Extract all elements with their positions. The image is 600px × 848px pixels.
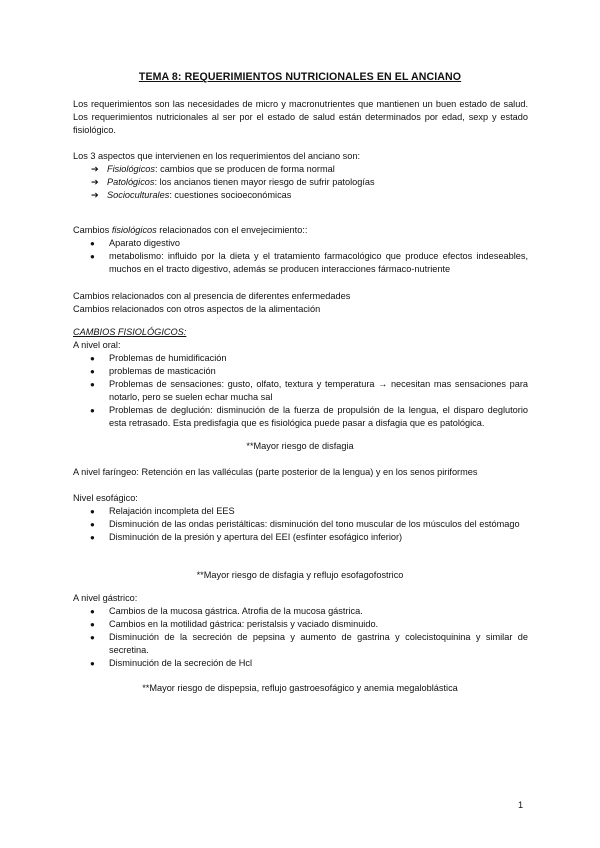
list-item (73, 618, 528, 631)
list-item (73, 378, 528, 404)
physio-heading (73, 224, 528, 237)
list-item (73, 163, 528, 176)
bullet-icon: ● (90, 620, 95, 629)
esophagus-note: **Mayor riesgo de disfagia y reflujo esofagofostrico (196, 570, 404, 580)
list-item (73, 605, 528, 618)
arrow-icon: ➔ (91, 177, 99, 187)
list-text: Relajación incompleta del EES (109, 506, 235, 516)
bullet-icon: ● (90, 380, 95, 389)
physio-list (73, 237, 528, 276)
heading-term: fisiológicos (111, 225, 157, 235)
list-text: Problemas de humidificación (109, 353, 227, 363)
list-item (73, 518, 528, 531)
esophagus-section (73, 492, 528, 544)
bullet-icon: ● (90, 659, 95, 668)
list-item (73, 176, 528, 189)
aspects-heading: Los 3 aspectos que intervienen en los requerimientos del anciano son: (73, 151, 361, 161)
oral-note: **Mayor riesgo de disfagia (246, 441, 354, 451)
other-changes-section (73, 290, 528, 316)
list-text: Disminución de las ondas peristálticas: disminución del tono muscular de los músculos del estómago (109, 519, 520, 529)
list-item (73, 631, 528, 657)
aspect-text: : los ancianos tienen mayor riesgo de sufrir patologías (154, 177, 375, 187)
list-text: metabolismo: influido por la dieta y el tratamiento farmacológico que produce efectos indeseables, muchos en el tracto digestivo, además se producen interacciones fármaco-nutriente (109, 251, 528, 274)
list-item (73, 404, 528, 430)
bullet-icon: ● (90, 367, 95, 376)
page-number: 1 (518, 800, 524, 810)
gastric-note: **Mayor riesgo de dispepsia, reflujo gastroesofágico y anemia megaloblástica (142, 683, 458, 693)
esophagus-list (73, 505, 528, 544)
list-item (73, 352, 528, 365)
bullet-icon: ● (90, 633, 95, 642)
gastric-list (73, 605, 528, 670)
oral-heading: A nivel oral: (73, 340, 121, 350)
list-item (73, 657, 528, 670)
aspects-list (73, 163, 528, 202)
bullet-icon: ● (90, 607, 95, 616)
list-text: problemas de masticación (109, 366, 216, 376)
list-item (73, 237, 528, 250)
list-text: Problemas de sensaciones: gusto, olfato, textura y temperatura → necesitan mas sensaciones para notarlo, pero se suelen echar mucha sal (109, 379, 528, 402)
gastric-section (73, 592, 528, 670)
bullet-icon: ● (90, 252, 95, 261)
bullet-icon: ● (90, 354, 95, 363)
list-item (73, 531, 528, 544)
aspect-term: Socioculturales (107, 190, 170, 200)
aspect-term: Fisiológicos (107, 164, 155, 174)
aspect-text: : cambios que se producen de forma normal (155, 164, 335, 174)
arrow-icon: ➔ (91, 190, 99, 200)
aspects-section (73, 150, 528, 202)
aspect-term: Patológicos (107, 177, 155, 187)
page-title: TEMA 8: REQUERIMIENTOS NUTRICIONALES EN EL ANCIANO (138, 71, 462, 83)
list-item (73, 250, 528, 276)
oral-section (73, 326, 528, 430)
list-text: Disminución de la presión y apertura del EEI (esfínter esofágico inferior) (109, 532, 403, 542)
bullet-icon: ● (90, 533, 95, 542)
physio-changes-section (73, 224, 528, 276)
list-text: Cambios en la motilidad gástrica: peristalsis y vaciado disminuido. (109, 619, 379, 629)
list-item (73, 189, 528, 202)
gastric-heading: A nivel gástrico: (73, 593, 138, 603)
heading-part: Cambios (73, 225, 112, 235)
pharynx-line: A nivel faríngeo: Retención en las valléculas (parte posterior de la lengua) y en los senos piriformes (73, 467, 478, 477)
bullet-icon: ● (90, 507, 95, 516)
list-text: Cambios de la mucosa gástrica. Atrofia de la mucosa gástrica. (109, 606, 363, 616)
heading-part: relacionados con el envejecimiento:: (156, 225, 308, 235)
list-text: Disminución de la secreción de pepsina y aumento de gastrina y colecistoquinina y similar de secretina. (109, 632, 528, 655)
list-text: Disminución de la secreción de Hcl (109, 658, 252, 668)
list-text: Problemas de deglución: disminución de la fuerza de propulsión de la lengua, el disparo deglutorio esta retrasado. Esta predisfagia que es fisiológica puede pasar a disfagia que es patológica. (109, 405, 528, 428)
bullet-icon: ● (90, 520, 95, 529)
oral-list (73, 352, 528, 430)
other-change-line: Cambios relacionados con otros aspectos de la alimentación (73, 304, 321, 314)
intro-paragraph: Los requerimientos son las necesidades de micro y macronutrientes que mantienen un buen estado de salud. Los requerimientos nutricionales al ser por el estado de salud están determinados por edad, sexp y estado fisiológico. (73, 99, 528, 135)
other-change-line: Cambios relacionados con al presencia de diferentes enfermedades (73, 291, 351, 301)
aspect-text: : cuestiones socioeconómicas (169, 190, 292, 200)
bullet-icon: ● (90, 239, 95, 248)
list-text: Aparato digestivo (109, 238, 180, 248)
list-item (73, 365, 528, 378)
arrow-icon: ➔ (91, 164, 99, 174)
bullet-icon: ● (90, 406, 95, 415)
esophagus-heading: Nivel esofágico: (73, 493, 138, 503)
section-heading: CAMBIOS FISIOLÓGICOS: (73, 327, 187, 337)
list-item (73, 505, 528, 518)
